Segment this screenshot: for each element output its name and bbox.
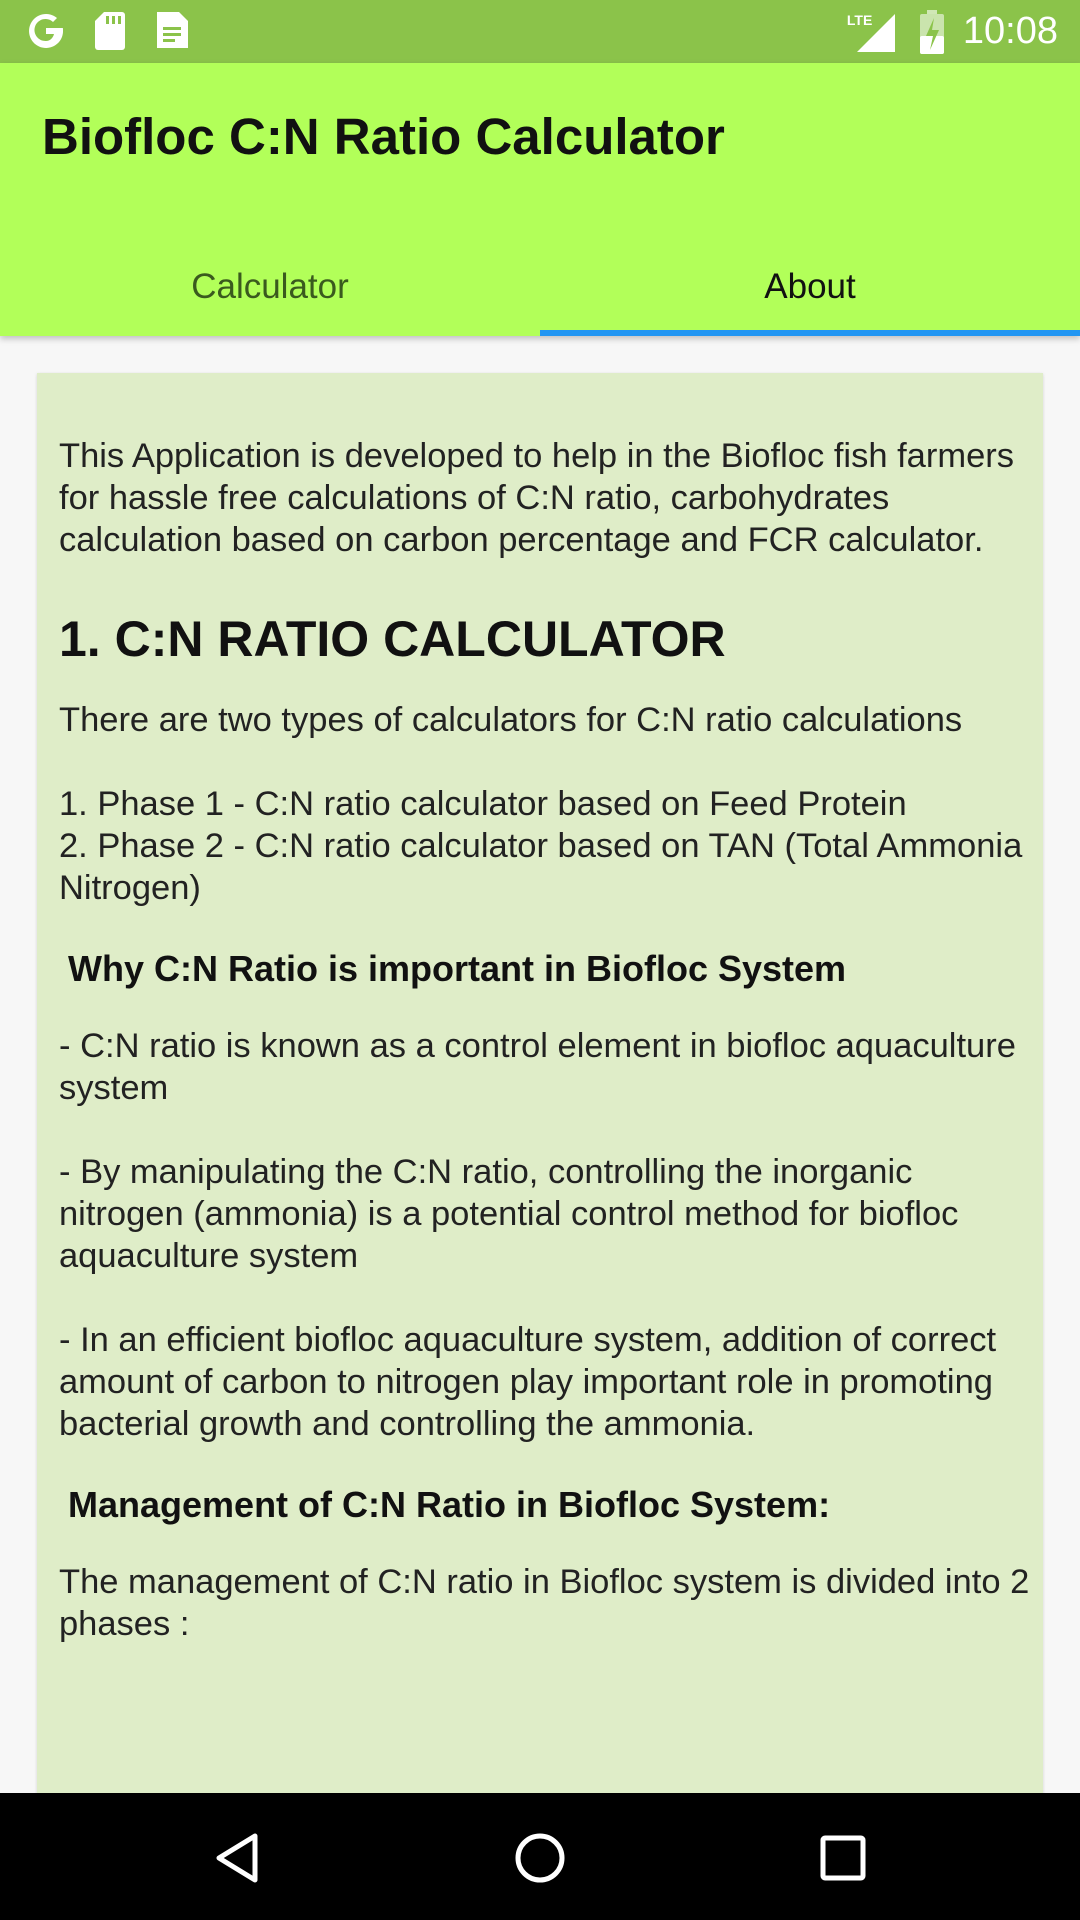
tab-about[interactable] xyxy=(540,238,1080,336)
section-heading: 1. C:N RATIO CALCULATOR xyxy=(59,611,726,667)
network-type-label: LTE xyxy=(846,11,873,28)
why-point-1: - C:N ratio is known as a control element in biofloc aquaculture system xyxy=(59,1027,1026,1107)
recents-icon[interactable] xyxy=(808,1823,878,1893)
why-point-3: - In an efficient biofloc aquaculture system, addition of correct amount of carbon to nitrogen play important role in promoting bacterial growth and controlling the ammonia. xyxy=(59,1321,1006,1443)
intro-paragraph: This Application is developed to help in the Biofloc fish farmers for hassle free calculations of C:N ratio, carbohydrates calculation based on carbon percentage and FCR calculator. xyxy=(59,437,1024,559)
app-title: Biofloc C:N Ratio Calculator xyxy=(42,108,725,165)
google-icon xyxy=(26,10,66,50)
management-heading: Management of C:N Ratio in Biofloc System: xyxy=(68,1484,831,1525)
back-icon[interactable] xyxy=(202,1823,272,1893)
tab-calculator[interactable] xyxy=(0,238,540,336)
sd-card-icon xyxy=(94,10,126,50)
tab-calculator-label: Calculator xyxy=(191,267,349,306)
why-heading: Why C:N Ratio is important in Biofloc System xyxy=(68,948,847,989)
why-point-2: - By manipulating the C:N ratio, controlling the inorganic nitrogen (ammonia) is a potential control method for biofloc aquaculture system xyxy=(59,1153,968,1275)
about-card[interactable] xyxy=(37,373,1043,1920)
home-icon[interactable] xyxy=(505,1823,575,1893)
app-bar xyxy=(0,63,1080,336)
battery-charging-icon xyxy=(919,10,945,54)
status-time: 10:08 xyxy=(962,10,1058,52)
tab-selected-indicator xyxy=(540,330,1080,336)
status-bar xyxy=(0,0,1080,63)
management-paragraph: The management of C:N ratio in Biofloc system is divided into 2 phases : xyxy=(59,1563,1039,1643)
notes-icon xyxy=(154,10,190,50)
navigation-bar xyxy=(0,1793,1080,1920)
calculator-types-paragraph: There are two types of calculators for C:N ratio calculations xyxy=(59,701,963,739)
lte-signal-icon xyxy=(847,10,897,54)
tab-bar xyxy=(0,238,1080,336)
calculator-types-list: 1. Phase 1 - C:N ratio calculator based on Feed Protein 2. Phase 2 - C:N ratio calculator based on TAN (Total Ammonia Nitrogen) xyxy=(59,785,1023,907)
tab-about-label: About xyxy=(764,267,856,306)
about-content xyxy=(59,435,1039,1645)
